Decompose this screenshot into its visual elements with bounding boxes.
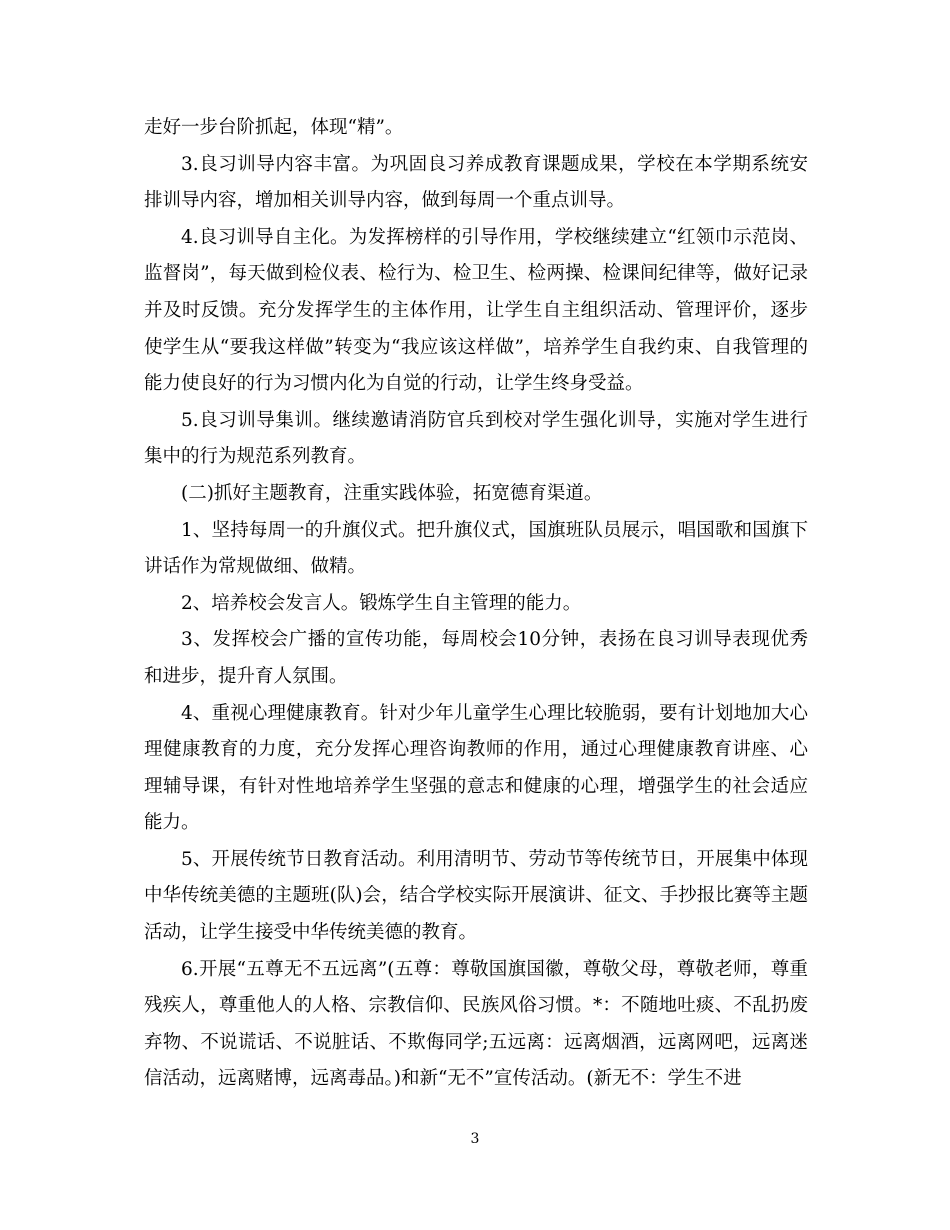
paragraph: 走好一步台阶抓起，体现“精”。	[144, 117, 404, 138]
document-body	[144, 110, 808, 1098]
paragraph: 3.良习训导内容丰富。为巩固良习养成教育课题成果，学校在本学期系统安排训导内容，增加相关训导内容，做到每周一个重点训导。	[144, 153, 808, 212]
paragraph: 6.开展“五尊无不五远离”(五尊：尊敬国旗国徽，尊敬父母，尊敬老师，尊重残疾人，尊重他人的人格、宗教信仰、民族风俗习惯。*：不随地吐痰、不乱扔废弃物、不说谎话、不说脏话、不欺侮同学;五远离：远离烟酒，远离网吧，远离迷信活动，远离赌博，远离毒品。)和新“无不”宣传活动。(新无不：学生不进	[144, 958, 808, 1090]
paragraph: 5、开展传统节日教育活动。利用清明节、劳动节等传统节日，开展集中体现中华传统美德的主题班(队)会，结合学校实际开展演讲、征文、手抄报比赛等主题活动，让学生接受中华传统美德的教育。	[144, 848, 808, 944]
paragraph: 4.良习训导自主化。为发挥榜样的引导作用，学校继续建立“红领巾示范岗、监督岗”，每天做到检仪表、检行为、检卫生、检两操、检课间纪律等，做好记录并及时反馈。充分发挥学生的主体作用，让学生自主组织活动、管理评价，逐步使学生从“要我这样做”转变为“我应该这样做”，培养学生自我约束、自我管理的能力使良好的行为习惯内化为自觉的行动，让学生终身受益。	[144, 226, 808, 395]
paragraph: 2、培养校会发言人。锻炼学生自主管理的能力。	[181, 592, 582, 614]
paragraph: 4、重视心理健康教育。针对少年儿童学生心理比较脆弱，要有计划地加大心理健康教育的力度，充分发挥心理咨询教师的作用，通过心理健康教育讲座、心理辅导课，有针对性地培养学生坚强的意志和健康的心理，增强学生的社会适应能力。	[144, 702, 808, 834]
paragraph: 3、发挥校会广播的宣传功能，每周校会10分钟，表扬在良习训导表现优秀和进步，提升育人氛围。	[144, 629, 808, 687]
section-heading: (二)抓好主题教育，注重实践体验，拓宽德育渠道。	[181, 482, 603, 504]
paragraph: 5.良习训导集训。继续邀请消防官兵到校对学生强化训导，实施对学生进行集中的行为规范系列教育。	[144, 409, 808, 468]
page-number: 3	[470, 1131, 480, 1147]
paragraph: 1、坚持每周一的升旗仪式。把升旗仪式，国旗班队员展示，唱国歌和国旗下讲话作为常规做细、做精。	[144, 519, 808, 578]
